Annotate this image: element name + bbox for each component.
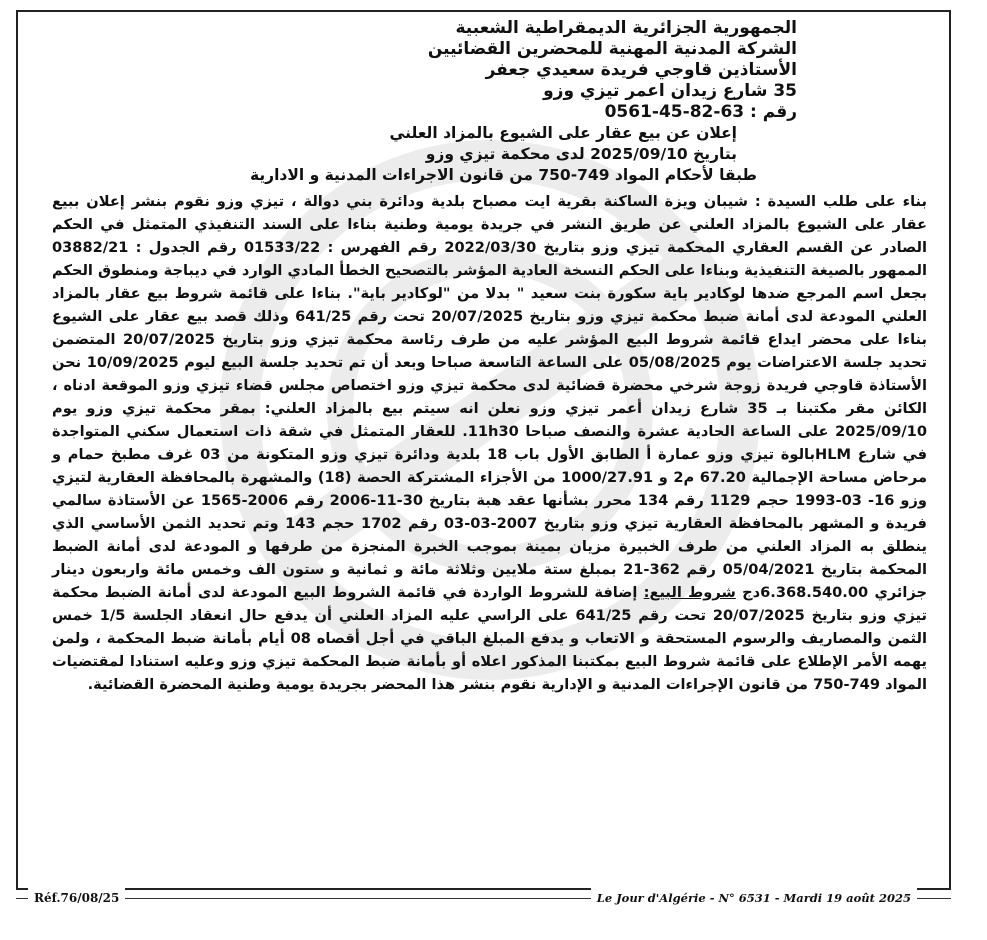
notice-main-text: بناء على طلب السيدة : شيبان ويزة الساكنة بقرية ايت مصباح بلدية ودائرة بني دوالة ، تيزي وزو نقوم بنشر إعلان ببيع عقار على الشيوع بالمزاد العلني عن طريق النشر في جريدة يومية وطنية بناءا على السند التنفيذي المتمثل في الحكم الصادر عن القسم العقاري المحكمة تيزي وزو بتاريخ 2022/03/30 رقم الفهرس : 01533/22 رقم الجدول : 03882/21 الممهور بالصيغة التنفيذية وبناءا على الحكم النسخة العادية المؤشر بالتصحيح الخطأ المادي الوارد في ديباجة ومنطوق الحكم بجعل اسم المرجع ضدها لوكادير باية سكورة بنت سعيد " بدلا من "لوكادير باية". بناءا على قائمة شروط بيع عقار بالمزاد العلني المودعة لدى أمانة ضبط محكمة تيزي وزو بتاريخ 20/07/2025 تحت رقم 641/25 وذلك قصد بيع عقار على الشيوع بناءا على محضر ايداع قائمة شروط البيع المؤشر عليه من طرف رئاسة محكمة تيزي وزو بتاريخ 20/07/2025 المتضمن تحديد جلسة الاعتراضات يوم 05/08/2025 على الساعة التاسعة صباحا وبعد أن تم تحديد جلسة البيع ليوم 10/09/2025 نحن الأستاذة قاوجي فريدة زوجة شرخي محضرة قضائية لدى محكمة تيزي وزو اختصاص مجلس قضاء تيزي وزو الموقعة ادناه ، الكائن مقر مكتبنا بـ 35 شارع زيدان أعمر تيزي وزو نعلن انه سيتم بيع بالمزاد العلني: بمقر محكمة تيزي وزو يوم 2025/09/10 على الساعة الحادية عشرة والنصف صباحا 11h30. للعقار المتمثل في شقة ذات استعمال سكني المتواجدة في شارع HLMبالوة تيزي وزو عمارة أ الطابق الأول باب 18 بلدية ودائرة تيزي وزو المتكونة من 03 غرف مطبخ حمام و مرحاض مساحة الإجمالية 67.20 م2 و 1000/27.91 من الأجزاء المشتركة الحصة (18) والمشهرة بالمحافظة العقارية لتيزي وزو 16- 03-1993 حجم 1129 رقم 134 محرر بشأنها عقد هبة بتاريخ 30-11-2006 رقم 2006-1565 عن الأستاذة سالمي فريدة و المشهر بالمحافظة العقارية تيزي وزو بتاريخ 2007-03-03 رقم 1702 حجم 143 وتم تحديد الثمن الأساسي الذي ينطلق به المزاد العلني من طرف الخبيرة مزيان بمينة بموجب الخبرة المنجزة من طرفها و المودعة لدى أمانة الضبط المحكمة بتاريخ 05/04/2021 رقم 362-21 بمبلغ ستة ملايين وثلاثة مائة و ثمانية و ستون الف وخمس مائة واربعون دينار جزائري 6.368.540.00دج xyxy=(52,193,927,601)
page-footer xyxy=(16,888,951,912)
publication-info: Le Jour d'Algérie - N° 6531 - Mardi 19 août 2025 xyxy=(591,888,917,908)
address-line: 35 شارع زيدان اعمر تيزي وزو xyxy=(543,81,797,101)
republic-line: الجمهورية الجزائرية الديمقراطية الشعبية xyxy=(455,18,797,38)
sale-conditions-label: شروط البيع: xyxy=(643,584,736,601)
bailiffs-line: الأستاذين قاوجي فريدة سعيدي جعفر xyxy=(485,60,797,80)
company-line: الشركة المدنية المهنية للمحضرين القضائيين xyxy=(427,39,797,59)
notice-date-line: بتاريخ 2025/09/10 لدى محكمة تيزي وزو xyxy=(425,145,737,163)
phone-line: رقم : 63-82-45-0561 xyxy=(604,102,797,122)
notice-body xyxy=(52,190,927,696)
legal-notice xyxy=(52,18,927,696)
notice-legal-basis: طبقا لأحكام المواد 749-750 من قانون الاجراءات المدنية و الادارية xyxy=(249,166,757,184)
reference-number: Réf.76/08/25 xyxy=(28,888,125,908)
notice-title: إعلان عن بيع عقار على الشيوع بالمزاد العلني xyxy=(389,124,737,142)
sale-conditions-text: إضافة للشروط الواردة في قائمة الشروط البيع المودعة لدى أمانة الضبط محكمة تيزي وزو بتاريخ 20/07/2025 تحت رقم 641/25 على الراسي عليه المزاد العلني أن يدفع حال انعقاد الجلسة 1/5 خمس الثمن والمصاريف والرسوم المستحقة و الاتعاب و يدفع المبلغ الباقي في أجل أقصاه 08 أيام بأمانة ضبط المحكمة ، ولمن يهمه الأمر الإطلاع على قائمة شروط البيع بمكتبنا المذكور اعلاه أو بأمانة ضبط المحكمة تيزي وزو وعليه استنادا لمقتضيات المواد 749-750 من قانون الإجراءات المدنية و الإدارية نقوم بنشر هذا المحضر بجريدة يومية وطنية المحضرة القضائية. xyxy=(52,584,927,693)
